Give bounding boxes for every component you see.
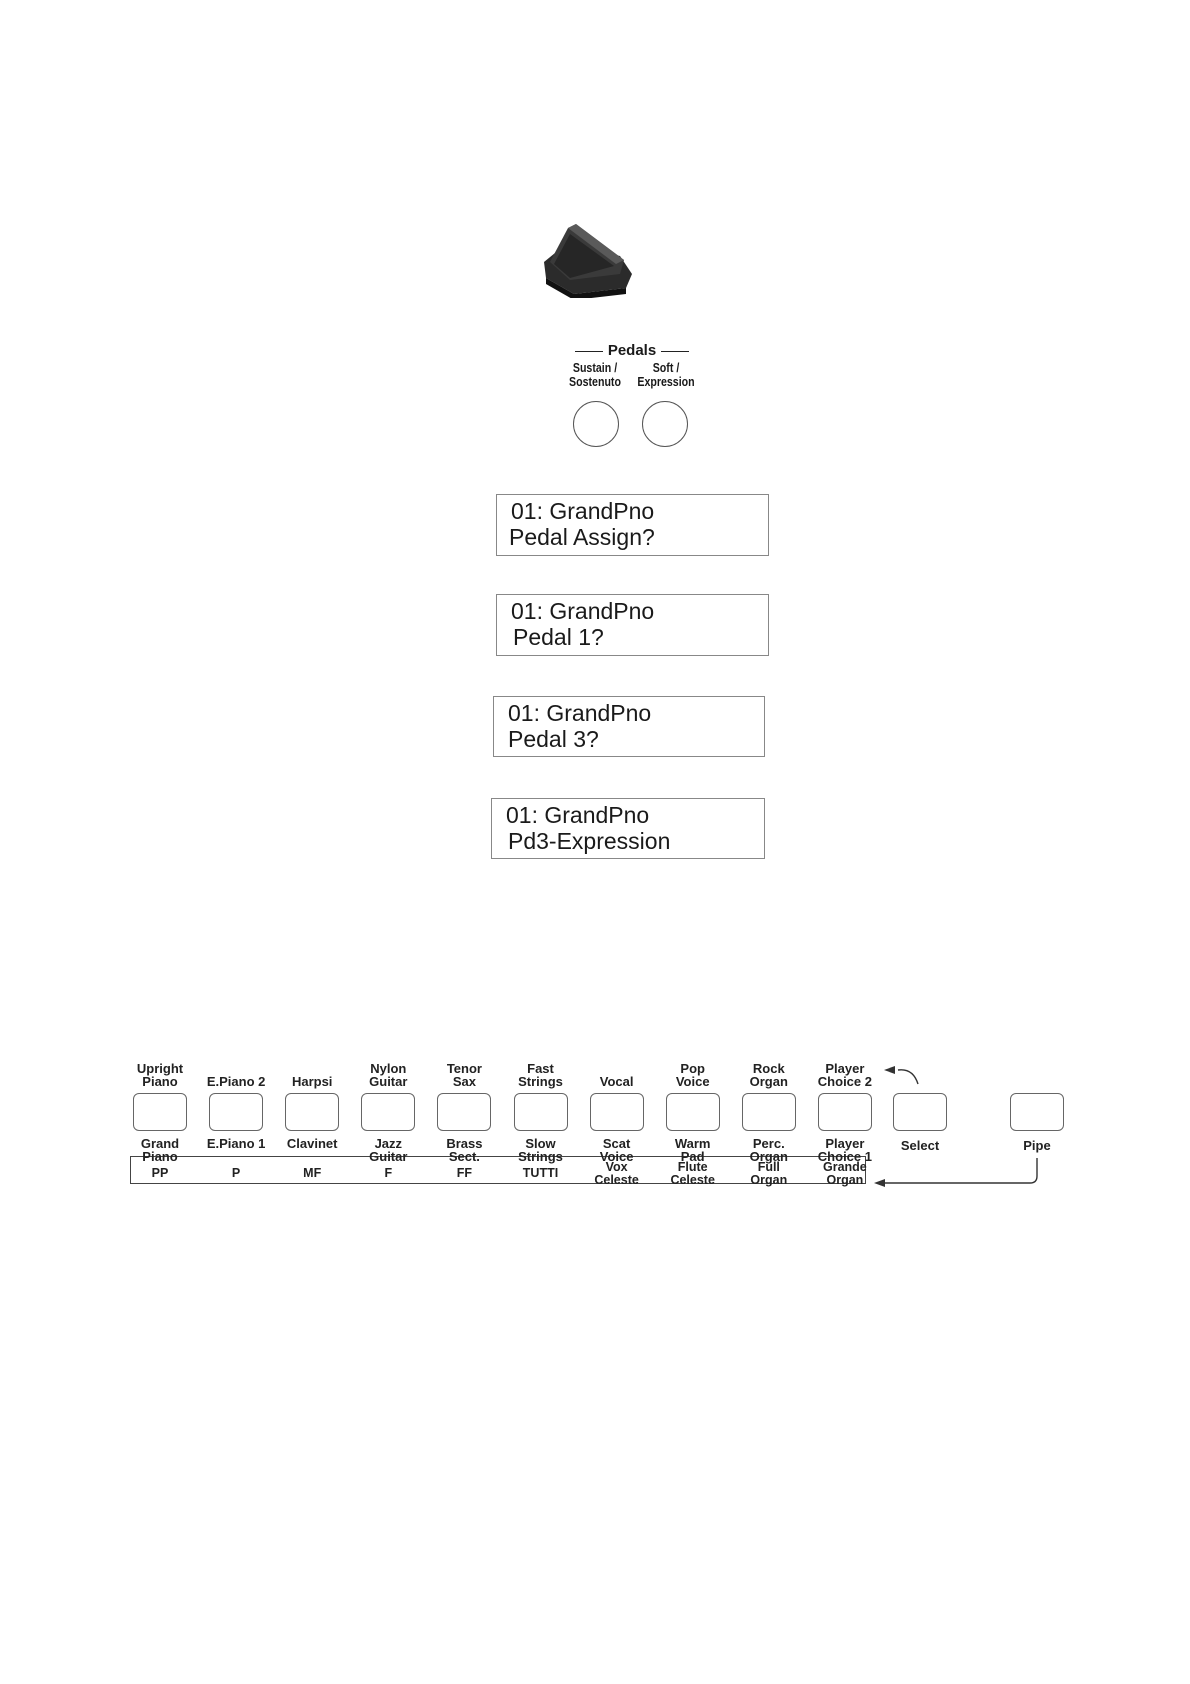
voice-bottom-label-line: Pad	[680, 1149, 705, 1164]
voice-button[interactable]	[666, 1093, 720, 1131]
level-label-line: Full	[757, 1160, 780, 1174]
lcd-line-1: 01: GrandPno	[511, 598, 655, 624]
voice-bottom-label-line: Warm	[674, 1136, 711, 1151]
voice-button[interactable]	[133, 1093, 187, 1131]
voice-bottom-label-line: Choice 1	[817, 1149, 872, 1164]
voice-bottom-label-line: Slow	[525, 1136, 556, 1151]
voice-top-label-line: Organ	[749, 1074, 788, 1089]
pipe-button-label: Pipe	[1023, 1138, 1051, 1153]
voice-bottom-label-line: Grand	[140, 1136, 180, 1151]
voice-top-label-line: Harpsi	[291, 1074, 333, 1089]
voice-top-label-line: Rock	[752, 1061, 785, 1076]
voice-top-label-line: Tenor	[446, 1061, 482, 1076]
level-label	[800, 1161, 890, 1187]
lcd-line-2: Pedal 1?	[513, 624, 604, 650]
voice-bottom-label-line: Organ	[749, 1149, 788, 1164]
voice-top-label-line: Sax	[452, 1074, 476, 1089]
soft-pedal-label: Soft / Expression	[637, 361, 695, 389]
voice-bottom-label-line: Clavinet	[286, 1136, 338, 1151]
level-label-line: PP	[151, 1166, 169, 1180]
lcd-line-2: Pedal 3?	[508, 726, 599, 752]
sustain-pedal-label: Sustain / Sostenuto	[569, 361, 621, 389]
voice-bottom-label-line: Sect.	[448, 1149, 480, 1164]
voice-top-label-line: E.Piano 2	[206, 1074, 266, 1089]
voice-bottom-label-line: Jazz	[374, 1136, 403, 1151]
voice-top-label-line: Strings	[518, 1074, 563, 1089]
level-label-line: MF	[303, 1166, 322, 1180]
voice-button[interactable]	[818, 1093, 872, 1131]
lcd-line-1: 01: GrandPno	[508, 700, 652, 726]
voice-bottom-label-line: Player	[825, 1136, 865, 1151]
level-label-line: P	[231, 1166, 241, 1180]
level-label-line: Flute	[677, 1160, 708, 1174]
voice-button[interactable]	[209, 1093, 263, 1131]
level-label-line: Grande	[823, 1160, 867, 1174]
voice-top-label-line: Pop	[680, 1061, 705, 1076]
voice-top-label-line: Guitar	[369, 1074, 408, 1089]
voice-button[interactable]	[742, 1093, 796, 1131]
lcd-line-1: 01: GrandPno	[506, 802, 650, 828]
voice-button[interactable]	[361, 1093, 415, 1131]
voice-button[interactable]	[590, 1093, 644, 1131]
voice-top-label-line: Nylon	[370, 1061, 407, 1076]
voice-top-label-line: Voice	[675, 1074, 710, 1089]
voice-top-label-line: Fast	[527, 1061, 554, 1076]
voice-top-label-line: Player	[825, 1061, 865, 1076]
voice-top-label-line: Choice 2	[817, 1074, 872, 1089]
voice-top-label-line: Piano	[142, 1074, 178, 1089]
level-label-line: Organ	[750, 1173, 788, 1187]
voice-button[interactable]	[437, 1093, 491, 1131]
lcd-line-1: 01: GrandPno	[511, 498, 655, 524]
voice-top-label-line: Vocal	[599, 1074, 634, 1089]
voice-bottom-label-line: Voice	[599, 1149, 634, 1164]
lcd-line-2: Pedal Assign?	[509, 524, 655, 550]
lcd-line-2: Pd3-Expression	[508, 828, 671, 854]
level-label-line: Celeste	[670, 1173, 715, 1187]
voice-bottom-label-line: Strings	[518, 1149, 563, 1164]
voice-button[interactable]	[285, 1093, 339, 1131]
level-label-line: Celeste	[594, 1173, 639, 1187]
voice-bottom-label-line: E.Piano 1	[206, 1136, 266, 1151]
level-label-line: F	[384, 1166, 393, 1180]
voice-top-label-line: Upright	[136, 1061, 184, 1076]
voice-bottom-label-line: Scat	[602, 1136, 631, 1151]
voice-bottom-label-line: Brass	[446, 1136, 483, 1151]
voice-button[interactable]	[514, 1093, 568, 1131]
select-button-label: Select	[900, 1138, 940, 1153]
voice-bottom-label-line: Perc.	[752, 1136, 785, 1151]
pedals-title-text: Pedals	[607, 342, 657, 359]
voice-bottom-label-line: Piano	[142, 1149, 178, 1164]
voice-bottom-label-line: Guitar	[369, 1149, 408, 1164]
level-label-line: TUTTI	[522, 1166, 559, 1180]
voice-top-label	[800, 1062, 890, 1088]
level-label-line: Vox	[605, 1160, 628, 1174]
level-label-line: Organ	[826, 1173, 864, 1187]
level-label-line: FF	[456, 1166, 473, 1180]
